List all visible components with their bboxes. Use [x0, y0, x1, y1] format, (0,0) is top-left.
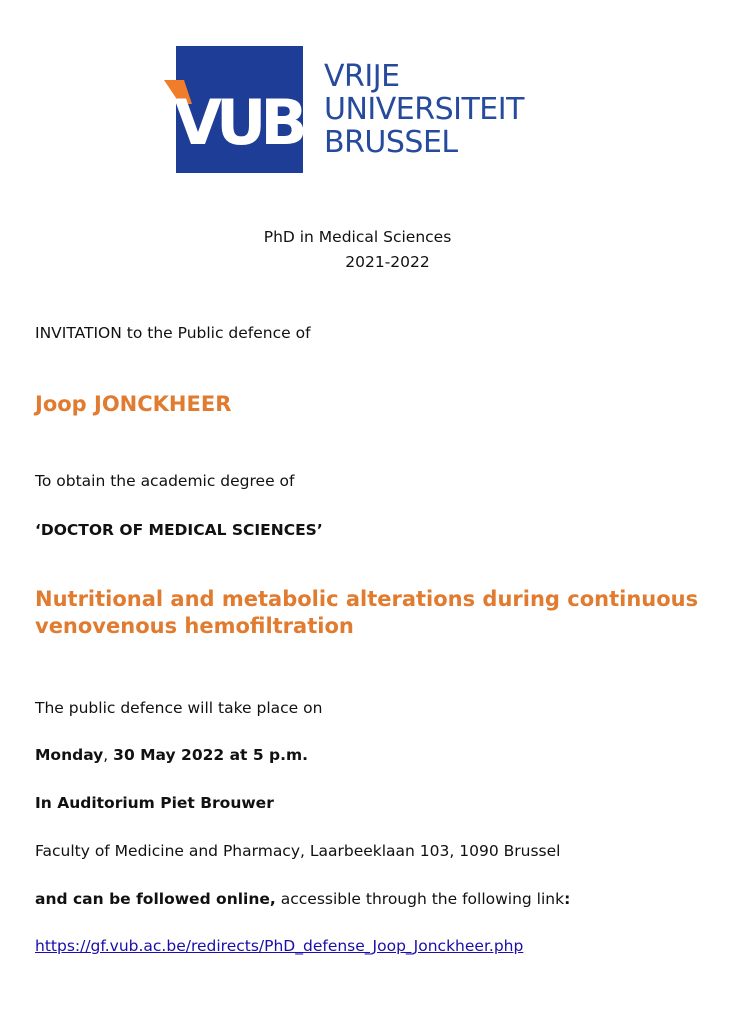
defence-intro: The public defence will take place on [35, 699, 323, 717]
defence-date-time: 30 May 2022 at 5 p.m. [113, 746, 309, 764]
online-note-bold: and can be followed online, [35, 890, 276, 908]
degree-name: ‘DOCTOR OF MEDICAL SCIENCES’ [35, 521, 323, 539]
program-name: PhD in Medical Sciences [263, 228, 452, 246]
defence-location: In Auditorium Piet Brouwer [35, 794, 274, 812]
logo-line-1: VRIJE [324, 59, 400, 94]
defence-link[interactable]: https://gf.vub.ac.be/redirects/PhD_defense_Joop_Jonckheer.php [35, 937, 524, 955]
svg-text:VUB: VUB [174, 86, 302, 159]
invitation-line: INVITATION to the Public defence of [35, 324, 311, 342]
defence-address: Faculty of Medicine and Pharmacy, Laarbeeklaan 103, 1090 Brussel [35, 842, 561, 860]
logo-line-3: BRUSSEL [324, 125, 458, 160]
academic-year: 2021-2022 [345, 253, 430, 271]
logo-line-2: UNIVERSITEIT [324, 92, 524, 127]
thesis-title: Nutritional and metabolic alterations during continuous venovenous hemofiltration [35, 587, 699, 638]
defence-day: Monday [35, 746, 104, 764]
defence-link-row [35, 937, 523, 955]
vub-logo-mark [160, 46, 320, 176]
online-note-colon: : [564, 890, 571, 908]
defence-date [35, 746, 308, 764]
degree-intro: To obtain the academic degree of [35, 472, 295, 490]
online-note [35, 890, 570, 908]
vub-logo [160, 46, 530, 176]
candidate-name: Joop JONCKHEER [35, 392, 232, 416]
date-separator: , [103, 746, 114, 764]
logo-wordmark [324, 60, 524, 159]
online-note-rest: accessible through the following link [275, 890, 565, 908]
